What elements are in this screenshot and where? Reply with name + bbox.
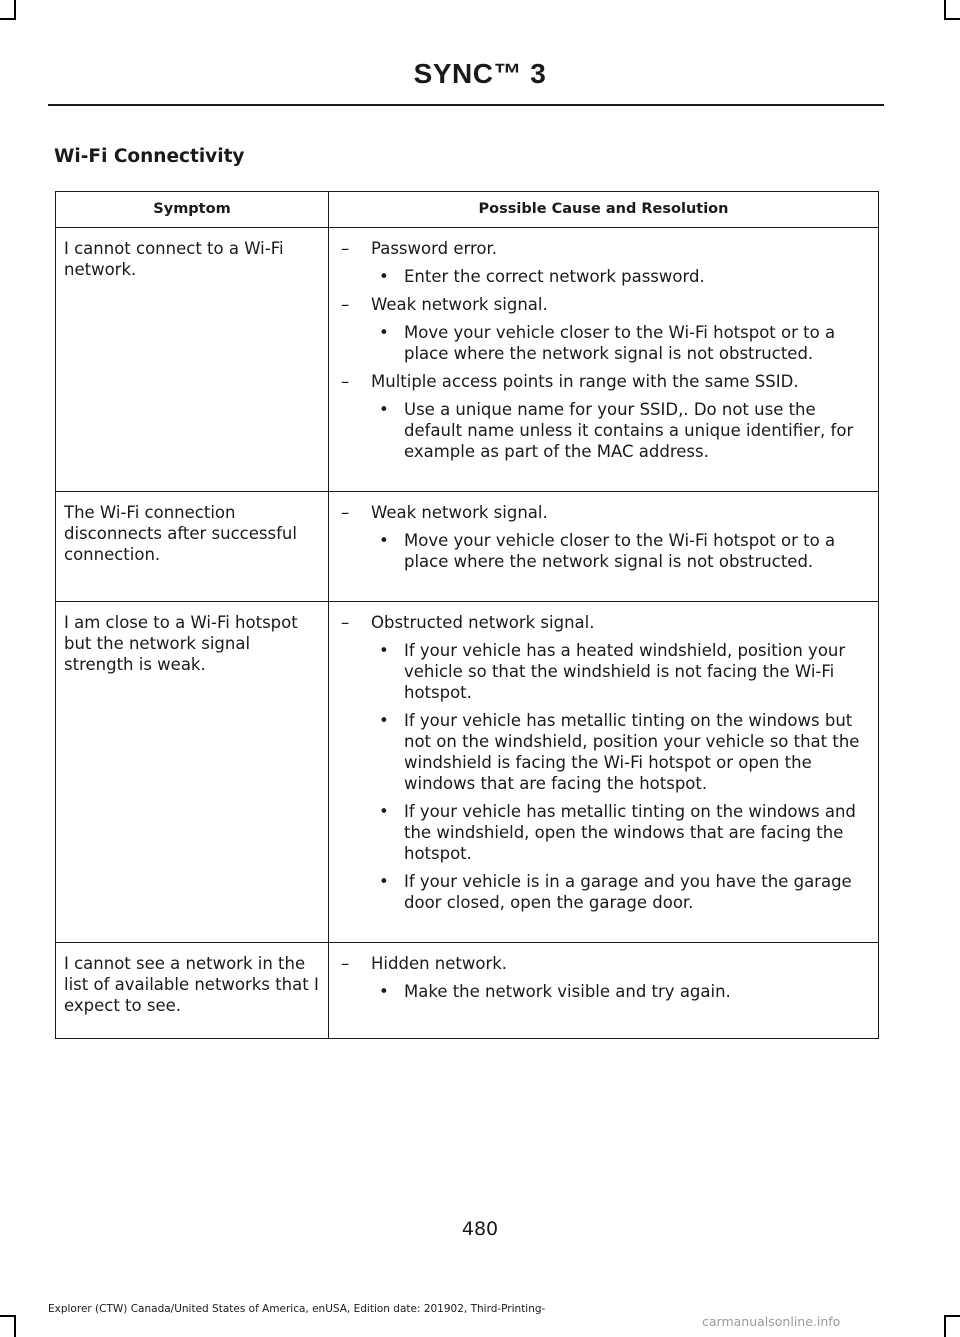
bullet-marker: • [379,982,389,1001]
troubleshooting-table [55,191,879,1039]
table-header-row [56,192,879,228]
resolution-text: If your vehicle is in a garage and you have the garage door closed, open the garage door. [404,872,852,912]
resolution-text: If your vehicle has metallic tinting on the windows and the windshield, open the windows that are facing the hotspot. [404,802,856,863]
crop-mark [944,0,946,18]
resolution-text: If your vehicle has a heated windshield, position your vehicle so that the windshield is not facing the Wi-Fi hotspot. [404,641,846,702]
cause-item [341,371,872,392]
resolution-cell [329,943,879,1039]
bullet-marker: • [379,802,389,821]
column-header-symptom: Symptom [56,192,329,228]
resolution-text: Move your vehicle closer to the Wi-Fi hotspot or to a place where the network signal is not obstructed. [404,531,836,571]
watermark-text: carmanualsonline.info [702,1314,841,1329]
cause-text: Password error. [371,239,497,258]
dash-marker: – [341,295,350,314]
resolution-text: Enter the correct network password. [404,267,705,286]
resolution-item [341,266,872,287]
dash-marker: – [341,954,350,973]
symptom-cell: I cannot connect to a Wi-Fi network. [56,228,329,492]
crop-mark [944,1315,960,1317]
cause-text: Multiple access points in range with the same SSID. [371,372,799,391]
table-row [56,228,879,492]
cause-item [341,238,872,259]
resolution-item [341,399,872,462]
section-title: Wi-Fi Connectivity [54,146,245,167]
resolution-text: If your vehicle has metallic tinting on the windows but not on the windshield, position your vehicle so that the windshield is facing the Wi-Fi hotspot or open the windows that are facing the hotspot. [404,711,860,793]
bullet-marker: • [379,531,389,550]
edition-footer: Explorer (CTW) Canada/United States of America, enUSA, Edition date: 201902, Third-Printing- [48,1303,546,1315]
cause-text: Weak network signal. [371,295,548,314]
table-row [56,943,879,1039]
page-number: 480 [461,1218,499,1240]
symptom-cell: I am close to a Wi-Fi hotspot but the network signal strength is weak. [56,602,329,943]
column-header-resolution: Possible Cause and Resolution [329,192,879,228]
resolution-text: Make the network visible and try again. [404,982,731,1001]
resolution-item [341,871,872,913]
resolution-item [341,981,872,1002]
crop-mark [944,1315,946,1337]
resolution-item [341,710,872,794]
bullet-marker: • [379,400,389,419]
resolution-item [341,322,872,364]
table-row [56,602,879,943]
bullet-marker: • [379,267,389,286]
bullet-marker: • [379,641,389,660]
cause-text: Obstructed network signal. [371,613,595,632]
symptom-cell: I cannot see a network in the list of available networks that I expect to see. [56,943,329,1039]
resolution-item [341,801,872,864]
resolution-cell [329,492,879,602]
resolution-text: Use a unique name for your SSID,. Do not use the default name unless it contains a unique identifier, for example as part of the MAC address. [404,400,854,461]
crop-mark [944,18,960,20]
crop-mark [0,1315,16,1317]
symptom-cell: The Wi-Fi connection disconnects after successful connection. [56,492,329,602]
bullet-marker: • [379,872,389,891]
dash-marker: – [341,503,350,522]
header-rule [48,104,884,106]
crop-mark [14,0,16,18]
dash-marker: – [341,613,350,632]
bullet-marker: • [379,711,389,730]
page-header-title: SYNC™ 3 [413,58,547,89]
cause-text: Weak network signal. [371,503,548,522]
table-row [56,492,879,602]
cause-item [341,294,872,315]
crop-mark [0,18,16,20]
resolution-cell [329,228,879,492]
resolution-text: Move your vehicle closer to the Wi-Fi hotspot or to a place where the network signal is not obstructed. [404,323,836,363]
resolution-item [341,640,872,703]
dash-marker: – [341,239,350,258]
cause-item [341,953,872,974]
resolution-item [341,530,872,572]
crop-mark [14,1315,16,1337]
resolution-cell [329,602,879,943]
bullet-marker: • [379,323,389,342]
cause-item [341,502,872,523]
cause-item [341,612,872,633]
cause-text: Hidden network. [371,954,508,973]
dash-marker: – [341,372,350,391]
